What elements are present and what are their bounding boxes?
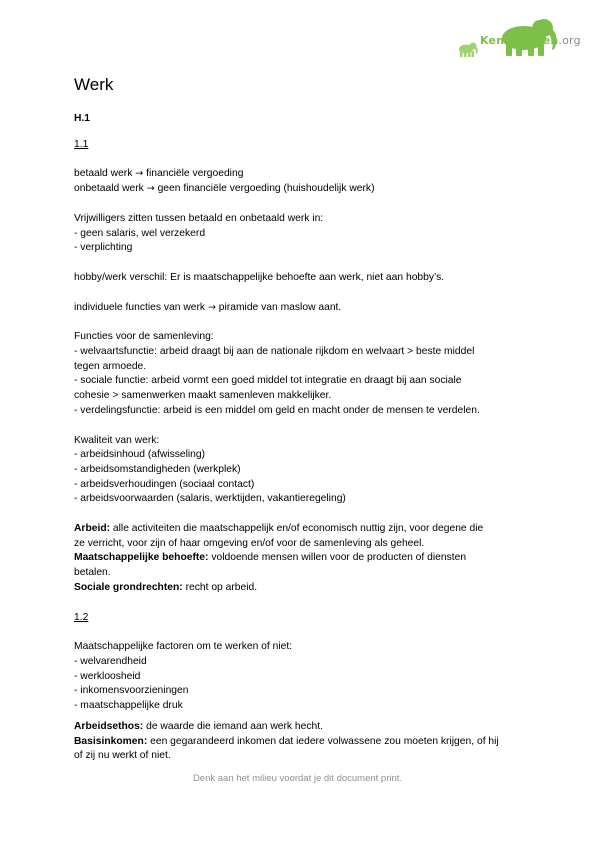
list-item: - maatschappelijke druk (74, 700, 183, 712)
definitie-sociale-grondrechten (74, 581, 534, 596)
list-item: - arbeidsinhoud (afwisseling) (74, 449, 206, 461)
paragraph-individuele-functies (74, 301, 534, 316)
list-item: - welvarendheid (74, 655, 147, 667)
definitie-basisinkomen (74, 735, 534, 750)
paragraph-factoren (74, 640, 534, 714)
list-item: - arbeidsvoorwaarden (salaris, werktijden, vakantieregeling) (74, 493, 346, 505)
list-item: - arbeidsverhoudingen (sociaal contact) (74, 478, 255, 490)
kennisdelen-logo (456, 14, 581, 60)
definitie-arbeid (74, 522, 534, 537)
factoren-intro: Maatschappelijke factoren om te werken of niet: (74, 641, 293, 653)
term-sociale-grondrechten: Sociale grondrechten: (74, 581, 183, 593)
list-item: - sociale functie: arbeid vormt een goed middel tot integratie en draagt bij aan sociale (74, 375, 462, 387)
document-body (74, 75, 534, 779)
onbetaald-result: geen financiële vergoeding (huishoudelijk werk) (157, 183, 375, 195)
list-item: - werkloosheid (74, 670, 141, 682)
footer-note: Denk aan het milieu voordat je dit document print. (192, 773, 403, 784)
functies-intro: Functies voor de samenleving: (74, 331, 214, 343)
list-item: - verdelingsfunctie: arbeid is een middel om geld en macht onder de mensen te verdelen. (74, 404, 480, 416)
term-arbeid: Arbeid: (74, 523, 111, 535)
individuele-result: piramide van maslow aant. (218, 301, 342, 313)
def-sociale-grondrechten: recht op arbeid. (182, 581, 258, 593)
def-arbeid-2: ze verricht, voor zijn of haar omgeving en/of voor de samenleving als geheel. (74, 537, 425, 549)
line-onbetaald (74, 182, 534, 197)
arrow-right-icon: → (146, 183, 155, 195)
paragraph-vrijwilligers (74, 212, 534, 256)
paragraph-kwaliteit (74, 434, 534, 508)
onbetaald-text: onbetaald werk (74, 183, 144, 195)
definitie-behoefte (74, 551, 534, 566)
term-basisinkomen: Basisinkomen: (74, 735, 148, 747)
hobby-text: hobby/werk verschil: Er is maatschappelijke behoefte aan werk, niet aan hobby’s. (74, 271, 445, 283)
page-title: Werk (74, 75, 114, 94)
list-item: - inkomensvoorzieningen (74, 685, 189, 697)
kwaliteit-intro: Kwaliteit van werk: (74, 434, 160, 446)
list-item: - arbeidsomstandigheden (werkplek) (74, 463, 241, 475)
logo-suffix: .org (558, 34, 581, 47)
logo-wordmark (480, 34, 581, 47)
paragraph-definities-2 (74, 720, 534, 764)
betaald-result: financiële vergoeding (146, 168, 244, 180)
list-item: - welvaartsfunctie: arbeid draagt bij aan de nationale rijkdom en welvaart > beste middel (74, 346, 475, 358)
arrow-right-icon: → (135, 168, 144, 180)
def-behoefte-1: voldoende mensen willen voor de producten of diensten (208, 552, 467, 564)
def-basisinkomen-2: of zij nu werkt of niet. (74, 750, 171, 762)
list-item: - verplichting (74, 242, 133, 254)
def-behoefte-2: betalen. (74, 567, 111, 579)
vrijwilligers-intro: Vrijwilligers zitten tussen betaald en onbetaald werk in: (74, 212, 324, 224)
def-arbeidsethos: de waarde die iemand aan werk hecht. (143, 720, 323, 732)
paragraph-betaald (74, 167, 534, 196)
term-arbeidsethos: Arbeidsethos: (74, 720, 144, 732)
individuele-text: individuele functies van werk (74, 301, 206, 313)
term-behoefte: Maatschappelijke behoefte: (74, 552, 209, 564)
arrow-right-icon: → (207, 301, 216, 313)
line-betaald (74, 167, 534, 182)
def-arbeid-1: alle activiteiten die maatschappelijk en/of economisch nuttig zijn, voor degene die (110, 523, 484, 535)
logo-brand: Kennisdelen (480, 34, 559, 47)
def-basisinkomen-1: een gegarandeerd inkomen dat iedere volwassene zou moeten krijgen, of hij (147, 735, 499, 747)
paragraph-hobby (74, 271, 534, 286)
section-1-2-label: 1.2 (74, 611, 89, 623)
list-item: cohesie > samenwerken maakt samenleven makkelijker. (74, 390, 332, 402)
definitie-arbeidsethos (74, 720, 534, 735)
chapter-label: H.1 (74, 113, 91, 124)
list-item: tegen armoede. (74, 360, 147, 372)
line-individuele (74, 301, 534, 316)
section-1-1-label: 1.1 (74, 138, 89, 150)
list-item: - geen salaris, wel verzekerd (74, 227, 206, 239)
betaald-text: betaald werk (74, 168, 133, 180)
paragraph-definities-1 (74, 522, 534, 596)
paragraph-functies (74, 330, 534, 418)
